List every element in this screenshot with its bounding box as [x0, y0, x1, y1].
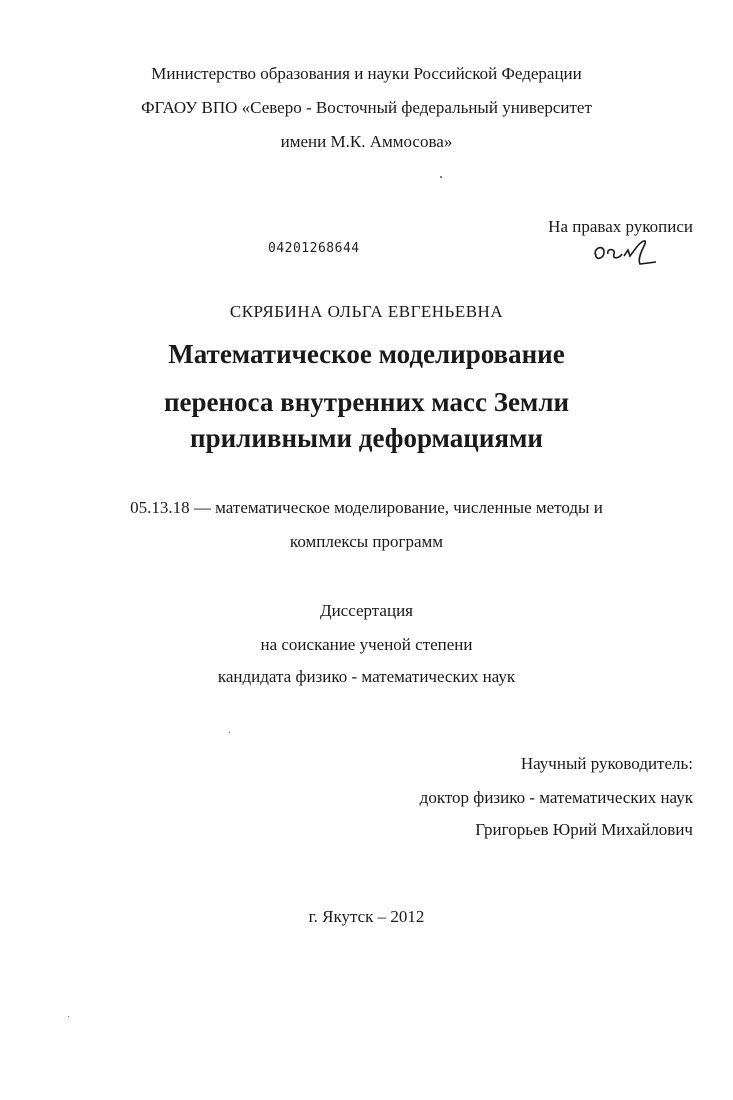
scan-speck [68, 1016, 69, 1017]
manuscript-note: На правах рукописи [548, 217, 693, 236]
degree-line-3: кандидата физико - математических наук [217, 667, 516, 686]
specialty-line-2: комплексы программ [289, 532, 444, 551]
title-line-2: переноса внутренних масс Земли [163, 387, 570, 417]
supervisor-name: Григорьев Юрий Михайлович [475, 820, 693, 839]
supervisor-degree: доктор физико - математических наук [419, 788, 693, 807]
scan-speck [229, 732, 230, 733]
specialty-line-1: 05.13.18 — математическое моделирование, численные методы и [130, 498, 603, 517]
author-name: СКРЯБИНА ОЛЬГА ЕВГЕНЬЕВНА [229, 302, 504, 321]
stamp-number: 04201268644 [268, 241, 360, 256]
degree-line-2: на соискание ученой степени [260, 635, 473, 654]
ministry-line: Министерство образования и науки Российской Федерации [151, 64, 582, 83]
degree-line-1: Диссертация [319, 601, 413, 620]
scan-speck [440, 176, 442, 178]
university-line-1: ФГАОУ ВПО «Северо - Восточный федеральный университет [141, 98, 592, 117]
signature-icon [590, 236, 660, 268]
university-line-2: имени М.К. Аммосова» [280, 132, 453, 151]
place-year: г. Якутск – 2012 [308, 907, 425, 926]
title-line-3: приливными деформациями [190, 423, 543, 453]
title-line-1: Математическое моделирование [168, 339, 565, 369]
supervisor-label: Научный руководитель: [520, 754, 693, 773]
